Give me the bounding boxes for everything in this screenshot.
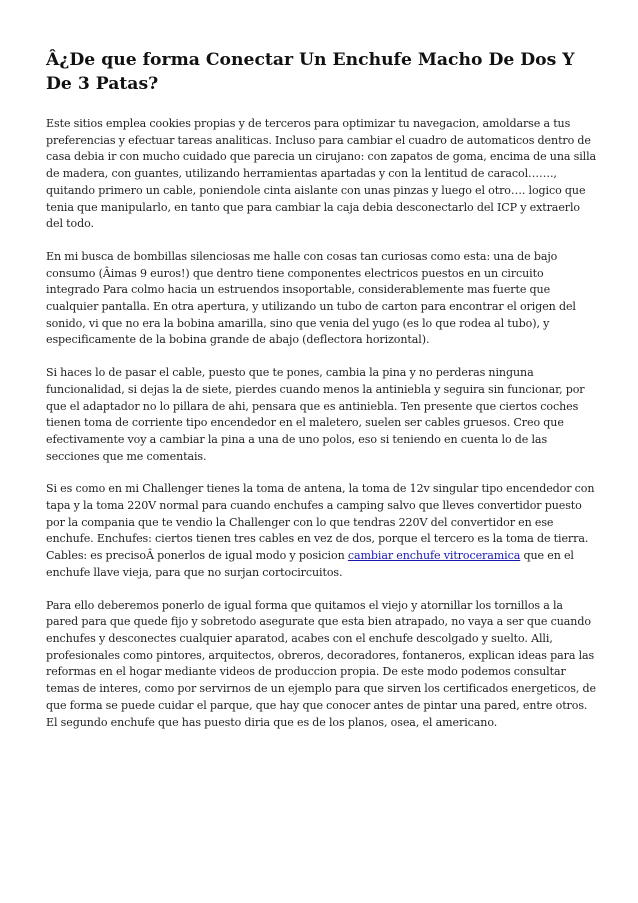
paragraph-challenger — [46, 481, 598, 581]
paragraph-cookies: Este sitios emplea cookies propias y de terceros para optimizar tu navegacion, amoldarse a tus preferencias y efectuar tareas analiticas. Incluso para cambiar el cuadro de automaticos dentro de casa debia ir con mucho cuidado que parecia un cirujano: con zapatos de goma, encima de una silla de madera, con guantes, utilizando herramientas apartadas y con la lentitud de caracol……., quitando primero un cable, poniendole cinta aislante con unas pinzas y luego el otro…. logico que tenia que manipularlo, en tanto que para cambiar la caja debia desconectarlo del ICP y extraerlo del todo. — [46, 117, 597, 231]
paragraph-cable: Si haces lo de pasar el cable, puesto que te pones, cambia la pina y no perderas ninguna funcionalidad, si dejas la de siete, pierdes cuando menos la antiniebla y seguira sin funcionar, por que el adaptador no lo pillara de ahi, pensara que es antiniebla. Ten presente que ciertos coches tienen toma de corriente tipo encendedor en el maletero, suelen ser cables gruesos. Creo que efectivamente voy a cambiar la pina a una de uno polos, eso si teniendo en cuenta lo de las secciones que me comentais. — [46, 366, 585, 463]
paragraph-pared: Para ello deberemos ponerlo de igual forma que quitamos el viejo y atornillar los tornillos a la pared para que quede fijo y sobretodo asegurate que esta bien atrapado, no vaya a ser que cuando enchufes y desconectes cualquier aparatod, acabes con el enchufe descolgado y suelto. Alli, profesionales como pintores, arquitectos, obreros, decoradores, fontaneros, explican ideas para las reformas en el hogar mediante videos de produccion propia. De este modo podemos consultar temas de interes, como por servirnos de un ejemplo para que sirven los certificados energeticos, de que forma se puede cuidar el parque, que hay que conocer antes de pintar una pared, entre otros. El segundo enchufe que has puesto diria que es de los planos, osea, el americano. — [46, 598, 597, 729]
paragraph-challenger-text-before: Si es como en mi Challenger tienes la toma de antena, la toma de 12v singular tipo encendedor con tapa y la toma 220V normal para cuando enchufes a camping salvo que lleves convertidor puesto por la compania que te vendio la Challenger con lo que tendras 220V del convertidor en ese enchufe. Enchufes: ciertos tienen tres cables en vez de dos, porque el tercero es la toma de tierra. Cables: es precisoÂ ponerlos de igual modo y posicion — [46, 482, 595, 563]
page-title: Â¿De que forma Conectar Un Enchufe Macho De Dos Y De 3 Patas? — [46, 50, 575, 94]
document-page — [46, 48, 598, 747]
paragraph-challenger-text-after: que en el enchufe llave vieja, para que no surjan cortocircuitos. — [46, 549, 574, 579]
link-cambiar-enchufe-vitroceramica[interactable]: cambiar enchufe vitroceramica — [347, 549, 521, 563]
paragraph-bombillas: En mi busca de bombillas silenciosas me halle con cosas tan curiosas como esta: una de bajo consumo (Âimas 9 euros!) que dentro tiene componentes electricos puestos en un circuito integrado Para colmo hacia un estruendos insoportable, considerablemente mas fuerte que cualquier pantalla. En otra apertura, y utilizando un tubo de carton para encontrar el origen del sonido, vi que no era la bobina amarilla, sino que venia del yugo (es lo que rodea al tubo), y especificamente de la bobina grande de abajo (deflectora horizontal). — [46, 249, 576, 347]
